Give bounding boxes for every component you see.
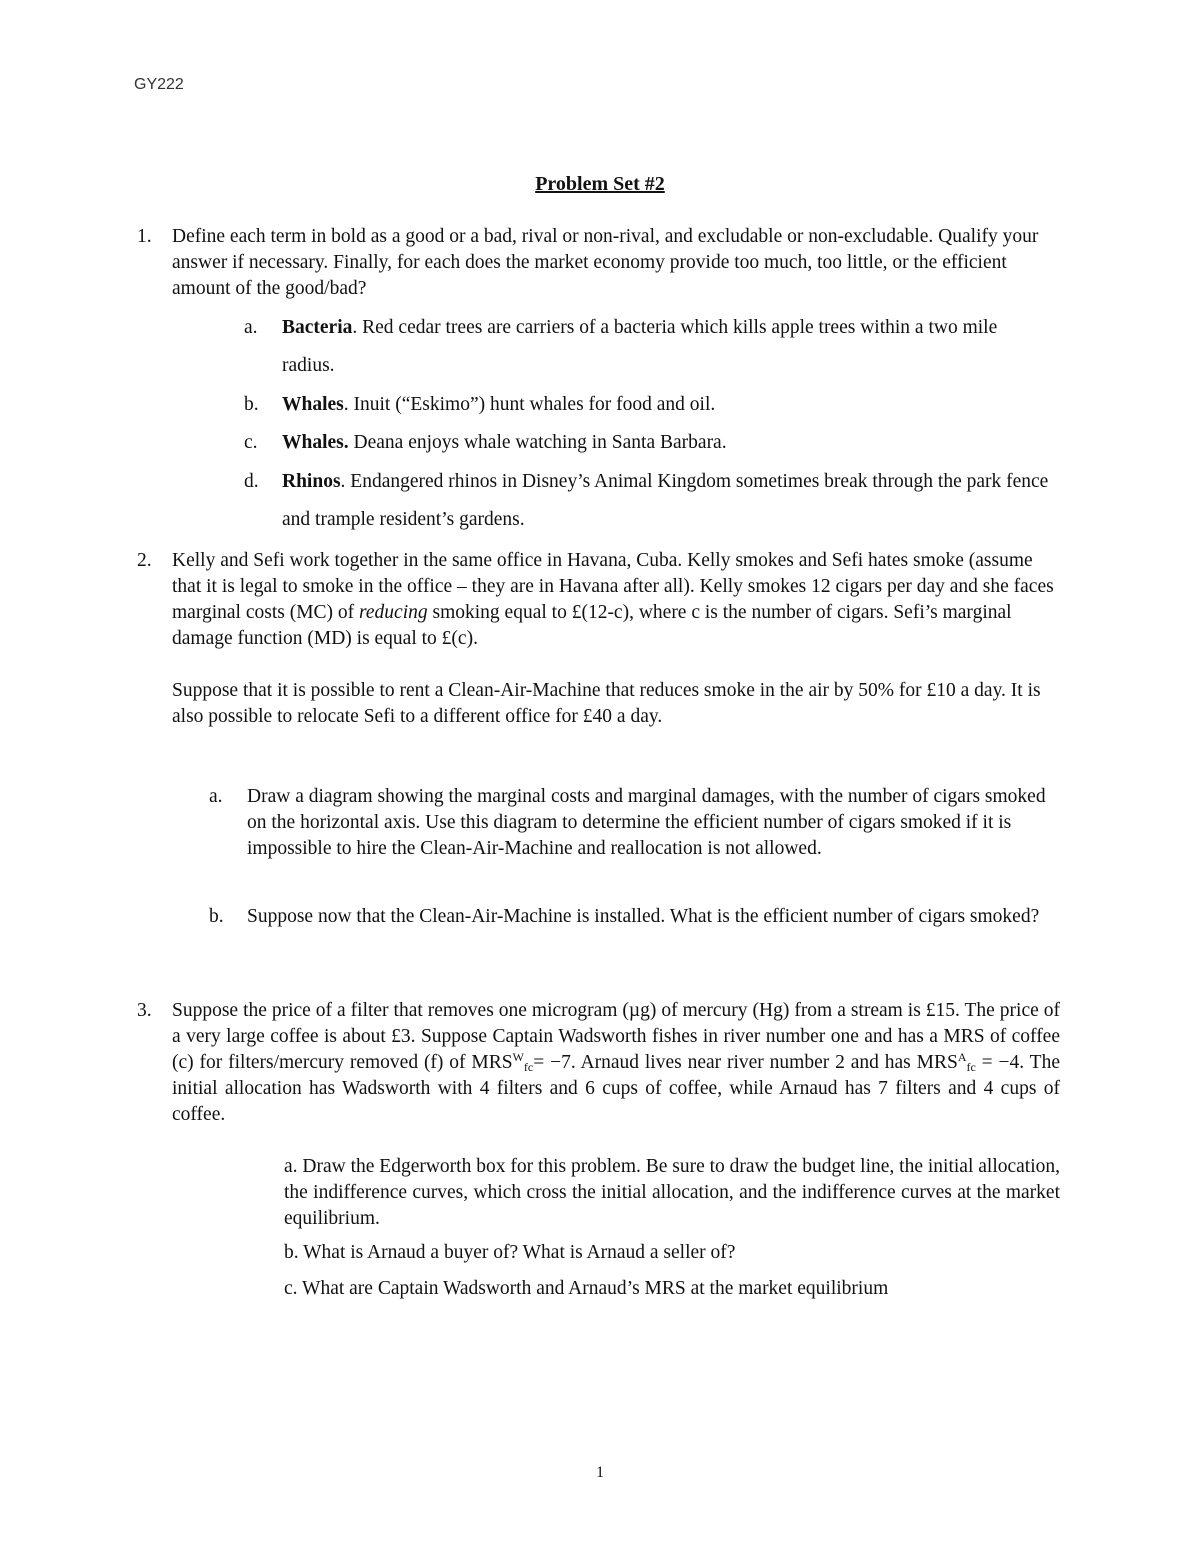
q1-item-a [244, 309, 1052, 385]
question-number: 1. [137, 226, 152, 247]
question-number: 3. [137, 1000, 152, 1021]
question-2-intro: Kelly and Sefi work together in the same office in Havana, Cuba. Kelly smokes and Sefi hates smoke (assume that it is legal to smoke in the office – they are in Havana after all). Kelly smokes 12 cigars per day and she faces marginal costs (MC) of reducing smoking equal to £(12-c), where c is the number of cigars. Sefi’s marginal damage function (MD) is equal to £(c). [172, 550, 1054, 649]
q2-item-a [209, 784, 1062, 862]
item-letter: a. [209, 786, 223, 807]
item-text: Suppose now that the Clean-Air-Machine is installed. What is the efficient number of cigars smoked? [247, 906, 1040, 927]
q1-item-b [244, 386, 1052, 424]
q3-item-a [284, 1154, 1060, 1232]
item-text: . Red cedar trees are carriers of a bacteria which kills apple trees within a two mile radius. [282, 317, 998, 376]
item-text: c. What are Captain Wadsworth and Arnaud’s MRS at the market equilibrium [284, 1278, 889, 1299]
item-text: . Inuit (“Eskimo”) hunt whales for food and oil. [343, 394, 716, 415]
item-text: Draw a diagram showing the marginal costs and marginal damages, with the number of cigars smoked on the horizontal axis. Use this diagram to determine the efficient number of cigars smoked if it is impossible to hire the Clean-Air-Machine and reallocation is not allowed. [247, 786, 1046, 859]
course-code-header: GY222 [134, 76, 184, 93]
item-text: b. What is Arnaud a buyer of? What is Arnaud a seller of? [284, 1242, 736, 1263]
item-letter: d. [244, 471, 259, 492]
bold-term: Whales. [282, 432, 349, 453]
q1-item-d [244, 463, 1052, 539]
item-letter: c. [244, 432, 258, 453]
question-number: 2. [137, 550, 152, 571]
question-2-scenario: Suppose that it is possible to rent a Clean-Air-Machine that reduces smoke in the air by 50% for £10 a day. It is also possible to relocate Sefi to a different office for £40 a day. [172, 680, 1041, 727]
bold-term: Rhinos [282, 471, 341, 492]
page-title: Problem Set #2 [535, 173, 665, 195]
bold-term: Whales [282, 394, 344, 415]
q1-item-c [244, 424, 1052, 462]
q3-item-b [284, 1240, 1060, 1266]
item-letter: b. [209, 906, 224, 927]
question-1 [137, 224, 1062, 302]
item-text: Deana enjoys whale watching in Santa Barbara. [348, 432, 727, 453]
q2-item-b [209, 904, 1062, 930]
question-3-text: Suppose the price of a filter that removes one microgram (µg) of mercury (Hg) from a stream is £15. The price of a very large coffee is about £3. Suppose Captain Wadsworth fishes in river number one and has a MRS of coffee (c) for filters/mercury removed (f) of $MRS^W_{fc}= -7$. Arnaud lives near river number 2 and has $MRS^A_{fc} = -4$. The initial allocation has Wadsworth with 4 filters and 6 cups of coffee, while Arnaud has 7 filters and 4 cups of coffee. [172, 1000, 1060, 1125]
italic-emphasis: reducing [359, 602, 428, 623]
q3-item-c [284, 1276, 1060, 1302]
item-letter: b. [244, 394, 259, 415]
question-1-intro: Define each term in bold as a good or a bad, rival or non-rival, and excludable or non-excludable. Qualify your answer if necessary. Finally, for each does the market economy provide too much, too little, or the efficient amount of the good/bad? [172, 226, 1039, 299]
item-text: a. Draw the Edgerworth box for this problem. Be sure to draw the budget line, the initial allocation, the indifference curves, which cross the initial allocation, and the indifference curves at the market equilibrium. [284, 1156, 1061, 1229]
question-3 [137, 998, 1060, 1128]
item-letter: a. [244, 317, 258, 338]
item-text: . Endangered rhinos in Disney’s Animal Kingdom sometimes break through the park fence and trample resident’s gardens. [282, 471, 1049, 530]
page-number: 1 [596, 1464, 604, 1481]
bold-term: Bacteria [282, 317, 353, 338]
question-2 [137, 548, 1062, 730]
